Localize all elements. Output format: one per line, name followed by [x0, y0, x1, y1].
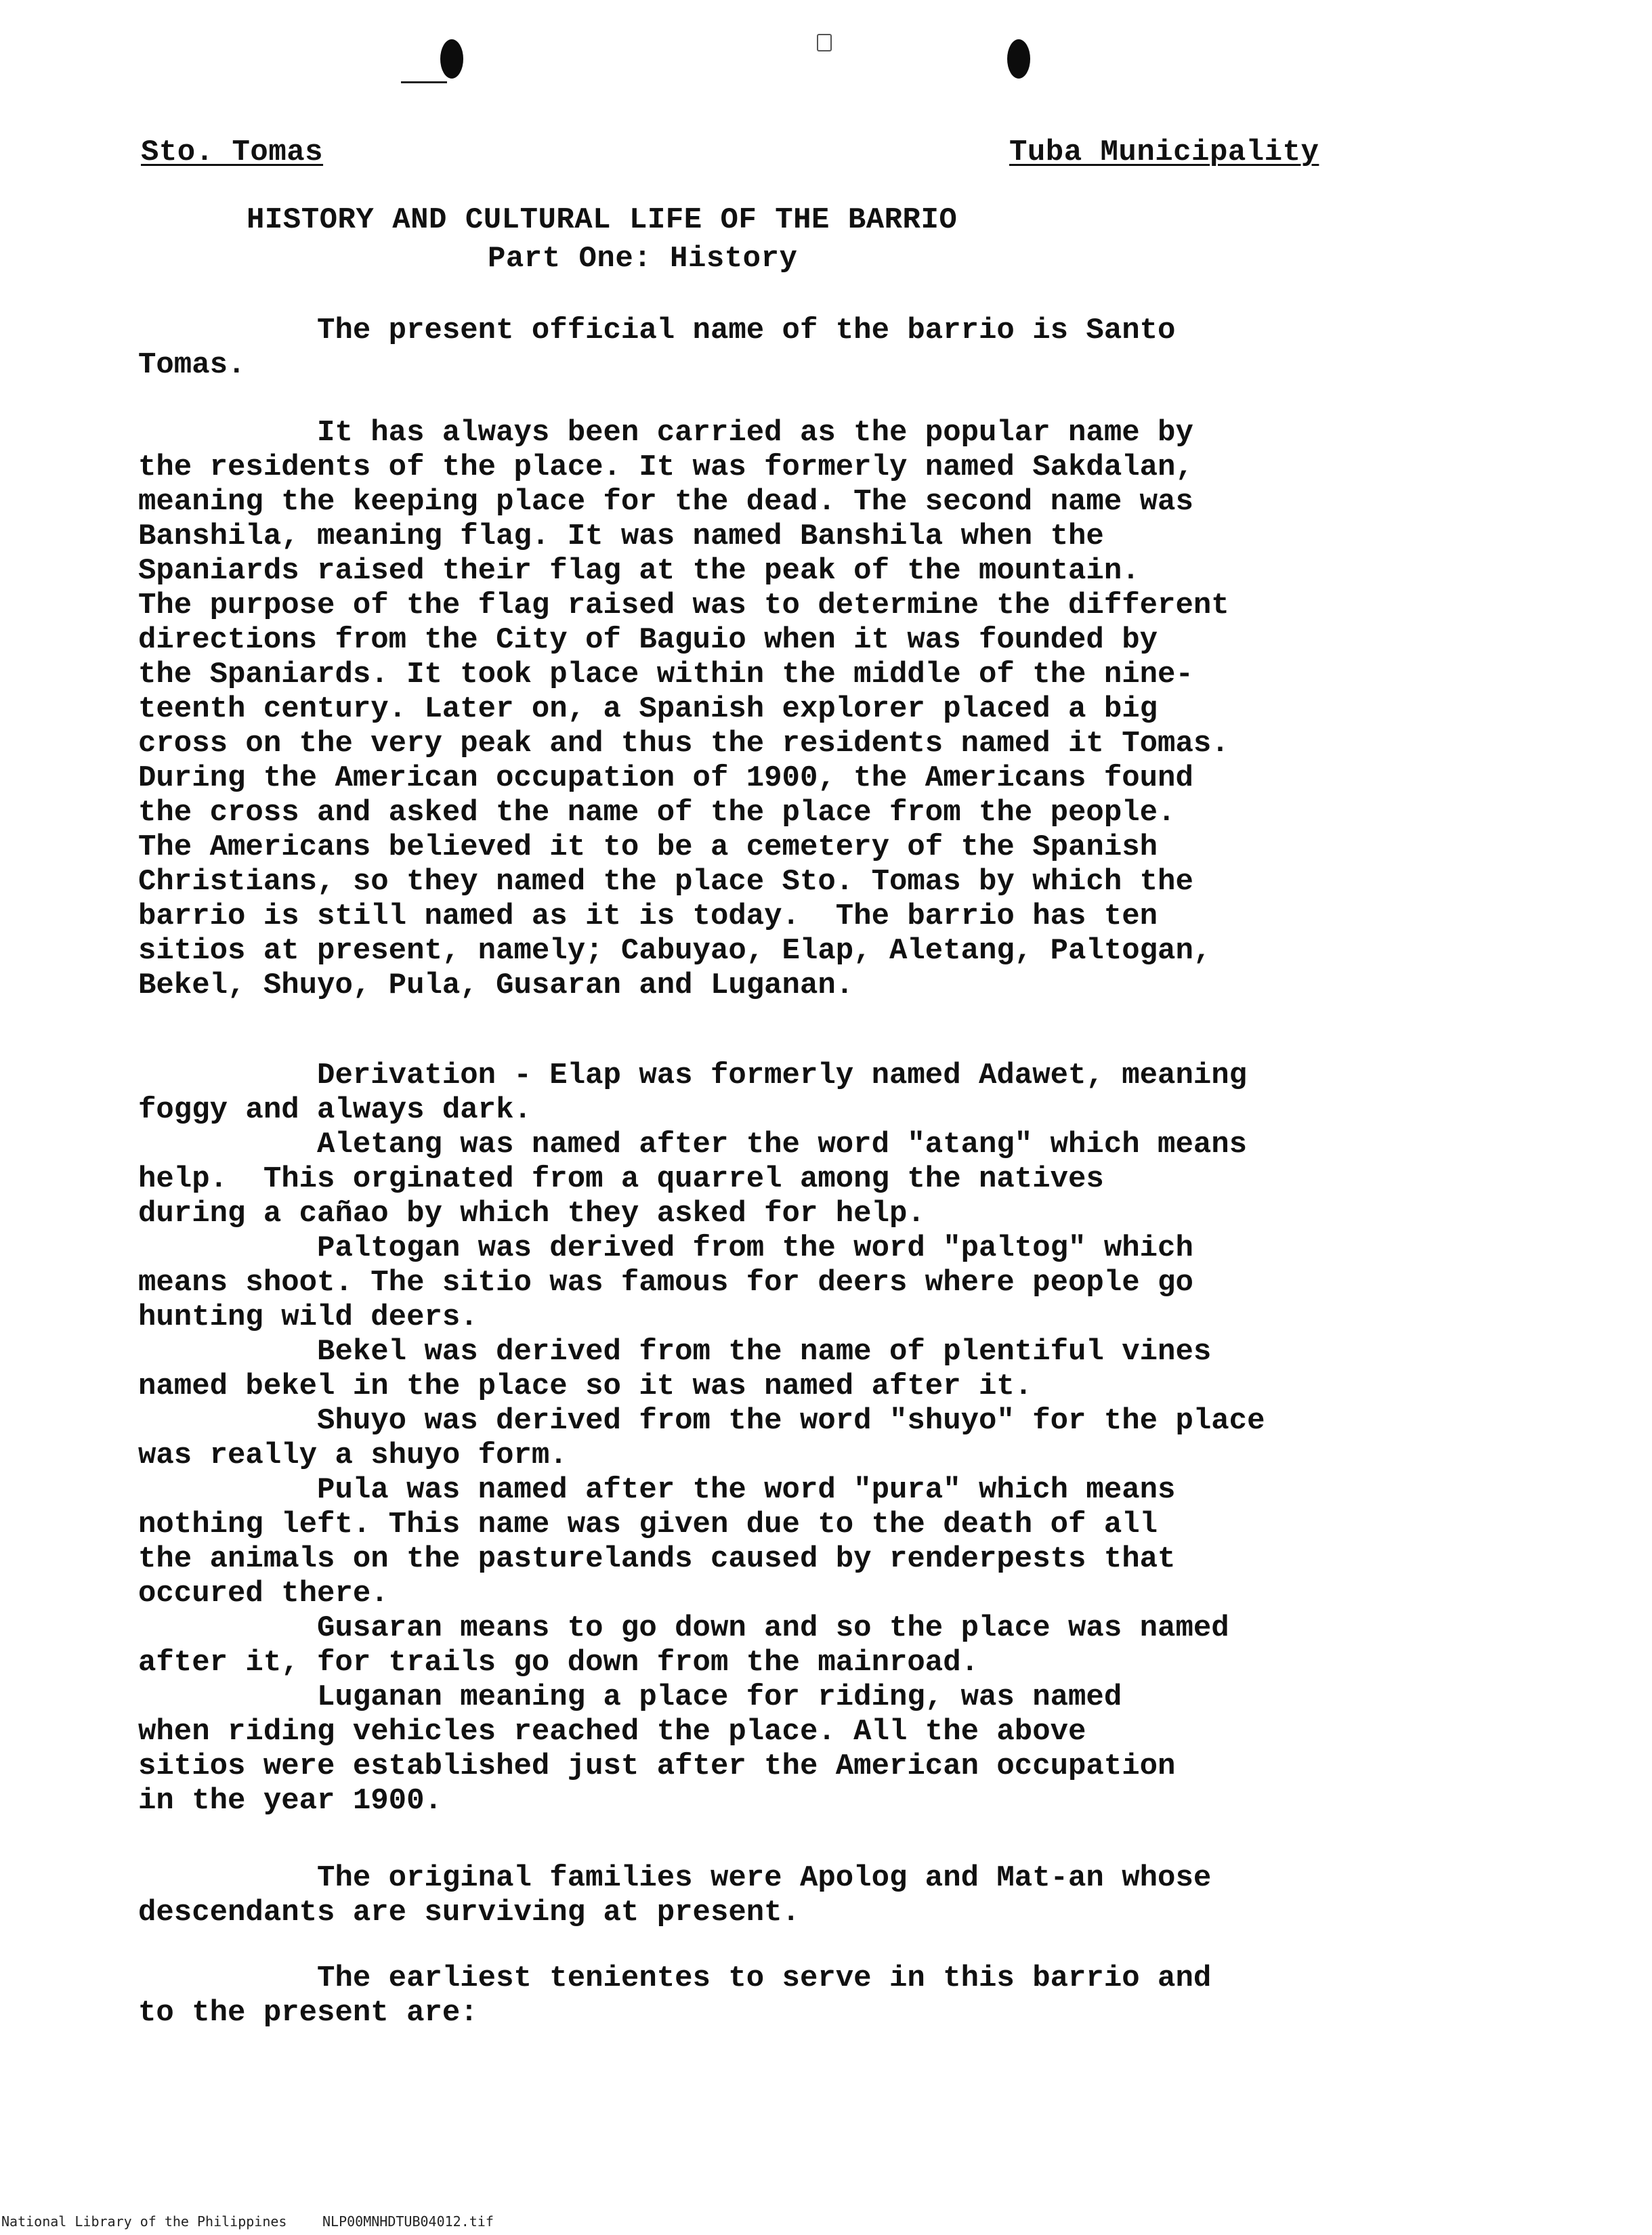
text-line: in the year 1900. — [138, 1784, 442, 1818]
text-line: Paltogan was derived from the word "paltog" which — [138, 1231, 1193, 1265]
text-line: Pula was named after the word "pura" which means — [138, 1473, 1176, 1507]
text-line: was really a shuyo form. — [138, 1439, 568, 1472]
text-line: Spaniards raised their flag at the peak of the mountain. — [138, 554, 1140, 588]
text-line: the cross and asked the name of the place from the people. — [138, 796, 1176, 830]
text-line: The earliest tenientes to serve in this barrio and — [138, 1961, 1212, 1995]
text-line: Banshila, meaning flag. It was named Banshila when the — [138, 519, 1104, 553]
paragraph-tenientes — [138, 1961, 1211, 2030]
library-credit: National Library of the Philippines — [1, 2213, 287, 2230]
library-stamp-icon — [817, 34, 832, 51]
paragraph-name-history — [138, 416, 1229, 1003]
text-line: Aletang was named after the word "atang" which means — [138, 1128, 1248, 1162]
text-line: Luganan meaning a place for riding, was named — [138, 1680, 1122, 1714]
text-line: nothing left. This name was given due to the death of all — [138, 1508, 1158, 1541]
text-line: foggy and always dark. — [138, 1093, 532, 1127]
text-line: occured there. — [138, 1577, 389, 1611]
text-line: the animals on the pasturelands caused by renderpests that — [138, 1542, 1176, 1576]
text-line: The present official name of the barrio is Santo — [138, 314, 1176, 347]
text-line: The original families were Apolog and Mat-an whose — [138, 1861, 1212, 1895]
paragraph-sitio-derivations — [138, 1059, 1265, 1818]
text-line: The purpose of the flag raised was to determine the different — [138, 589, 1229, 622]
text-line: It has always been carried as the popular name by — [138, 416, 1193, 450]
document-subtitle: Part One: History — [488, 242, 798, 276]
document-title: HISTORY AND CULTURAL LIFE OF THE BARRIO — [247, 203, 958, 237]
file-identifier: NLP00MNHDTUB04012.tif — [322, 2213, 494, 2230]
barrio-name-header: Sto. Tomas — [141, 135, 324, 169]
text-line: during a cañao by which they asked for help. — [138, 1197, 925, 1231]
paragraph-official-name — [138, 314, 1175, 383]
punch-hole-left — [440, 39, 463, 79]
text-line: sitios were established just after the American occupation — [138, 1749, 1176, 1783]
text-line: after it, for trails go down from the mainroad. — [138, 1646, 979, 1680]
text-line: means shoot. The sitio was famous for deers where people go — [138, 1266, 1193, 1300]
text-line: Gusaran means to go down and so the place was named — [138, 1611, 1229, 1645]
text-line: Bekel was derived from the name of plentiful vines — [138, 1335, 1212, 1369]
text-line: The Americans believed it to be a cemetery of the Spanish — [138, 830, 1158, 864]
text-line: to the present are: — [138, 1996, 478, 2030]
text-line: cross on the very peak and thus the residents named it Tomas. — [138, 727, 1229, 761]
text-line: named bekel in the place so it was named after it. — [138, 1369, 1033, 1403]
text-line: descendants are surviving at present. — [138, 1896, 800, 1930]
text-line: the Spaniards. It took place within the middle of the nine- — [138, 658, 1193, 691]
text-line: when riding vehicles reached the place. All the above — [138, 1715, 1086, 1749]
punch-mark — [401, 81, 447, 83]
text-line: teenth century. Later on, a Spanish explorer placed a big — [138, 692, 1158, 726]
text-line: meaning the keeping place for the dead. The second name was — [138, 485, 1193, 519]
text-line: help. This orginated from a quarrel among the natives — [138, 1162, 1104, 1196]
text-line: directions from the City of Baguio when it was founded by — [138, 623, 1158, 657]
text-line: hunting wild deers. — [138, 1300, 478, 1334]
text-line: Shuyo was derived from the word "shuyo" for the place — [138, 1404, 1265, 1438]
paragraph-original-families — [138, 1861, 1211, 1930]
text-line: Bekel, Shuyo, Pula, Gusaran and Luganan. — [138, 968, 854, 1002]
punch-hole-right — [1007, 39, 1030, 79]
text-line: Christians, so they named the place Sto. Tomas by which the — [138, 865, 1193, 899]
text-line: the residents of the place. It was formerly named Sakdalan, — [138, 450, 1193, 484]
text-line: barrio is still named as it is today. The barrio has ten — [138, 899, 1158, 933]
text-line: sitios at present, namely; Cabuyao, Elap, Aletang, Paltogan, — [138, 934, 1212, 968]
municipality-header: Tuba Municipality — [1009, 135, 1319, 169]
text-line: During the American occupation of 1900, the Americans found — [138, 761, 1193, 795]
text-line: Derivation - Elap was formerly named Adawet, meaning — [138, 1059, 1248, 1092]
text-line: Tomas. — [138, 348, 246, 382]
